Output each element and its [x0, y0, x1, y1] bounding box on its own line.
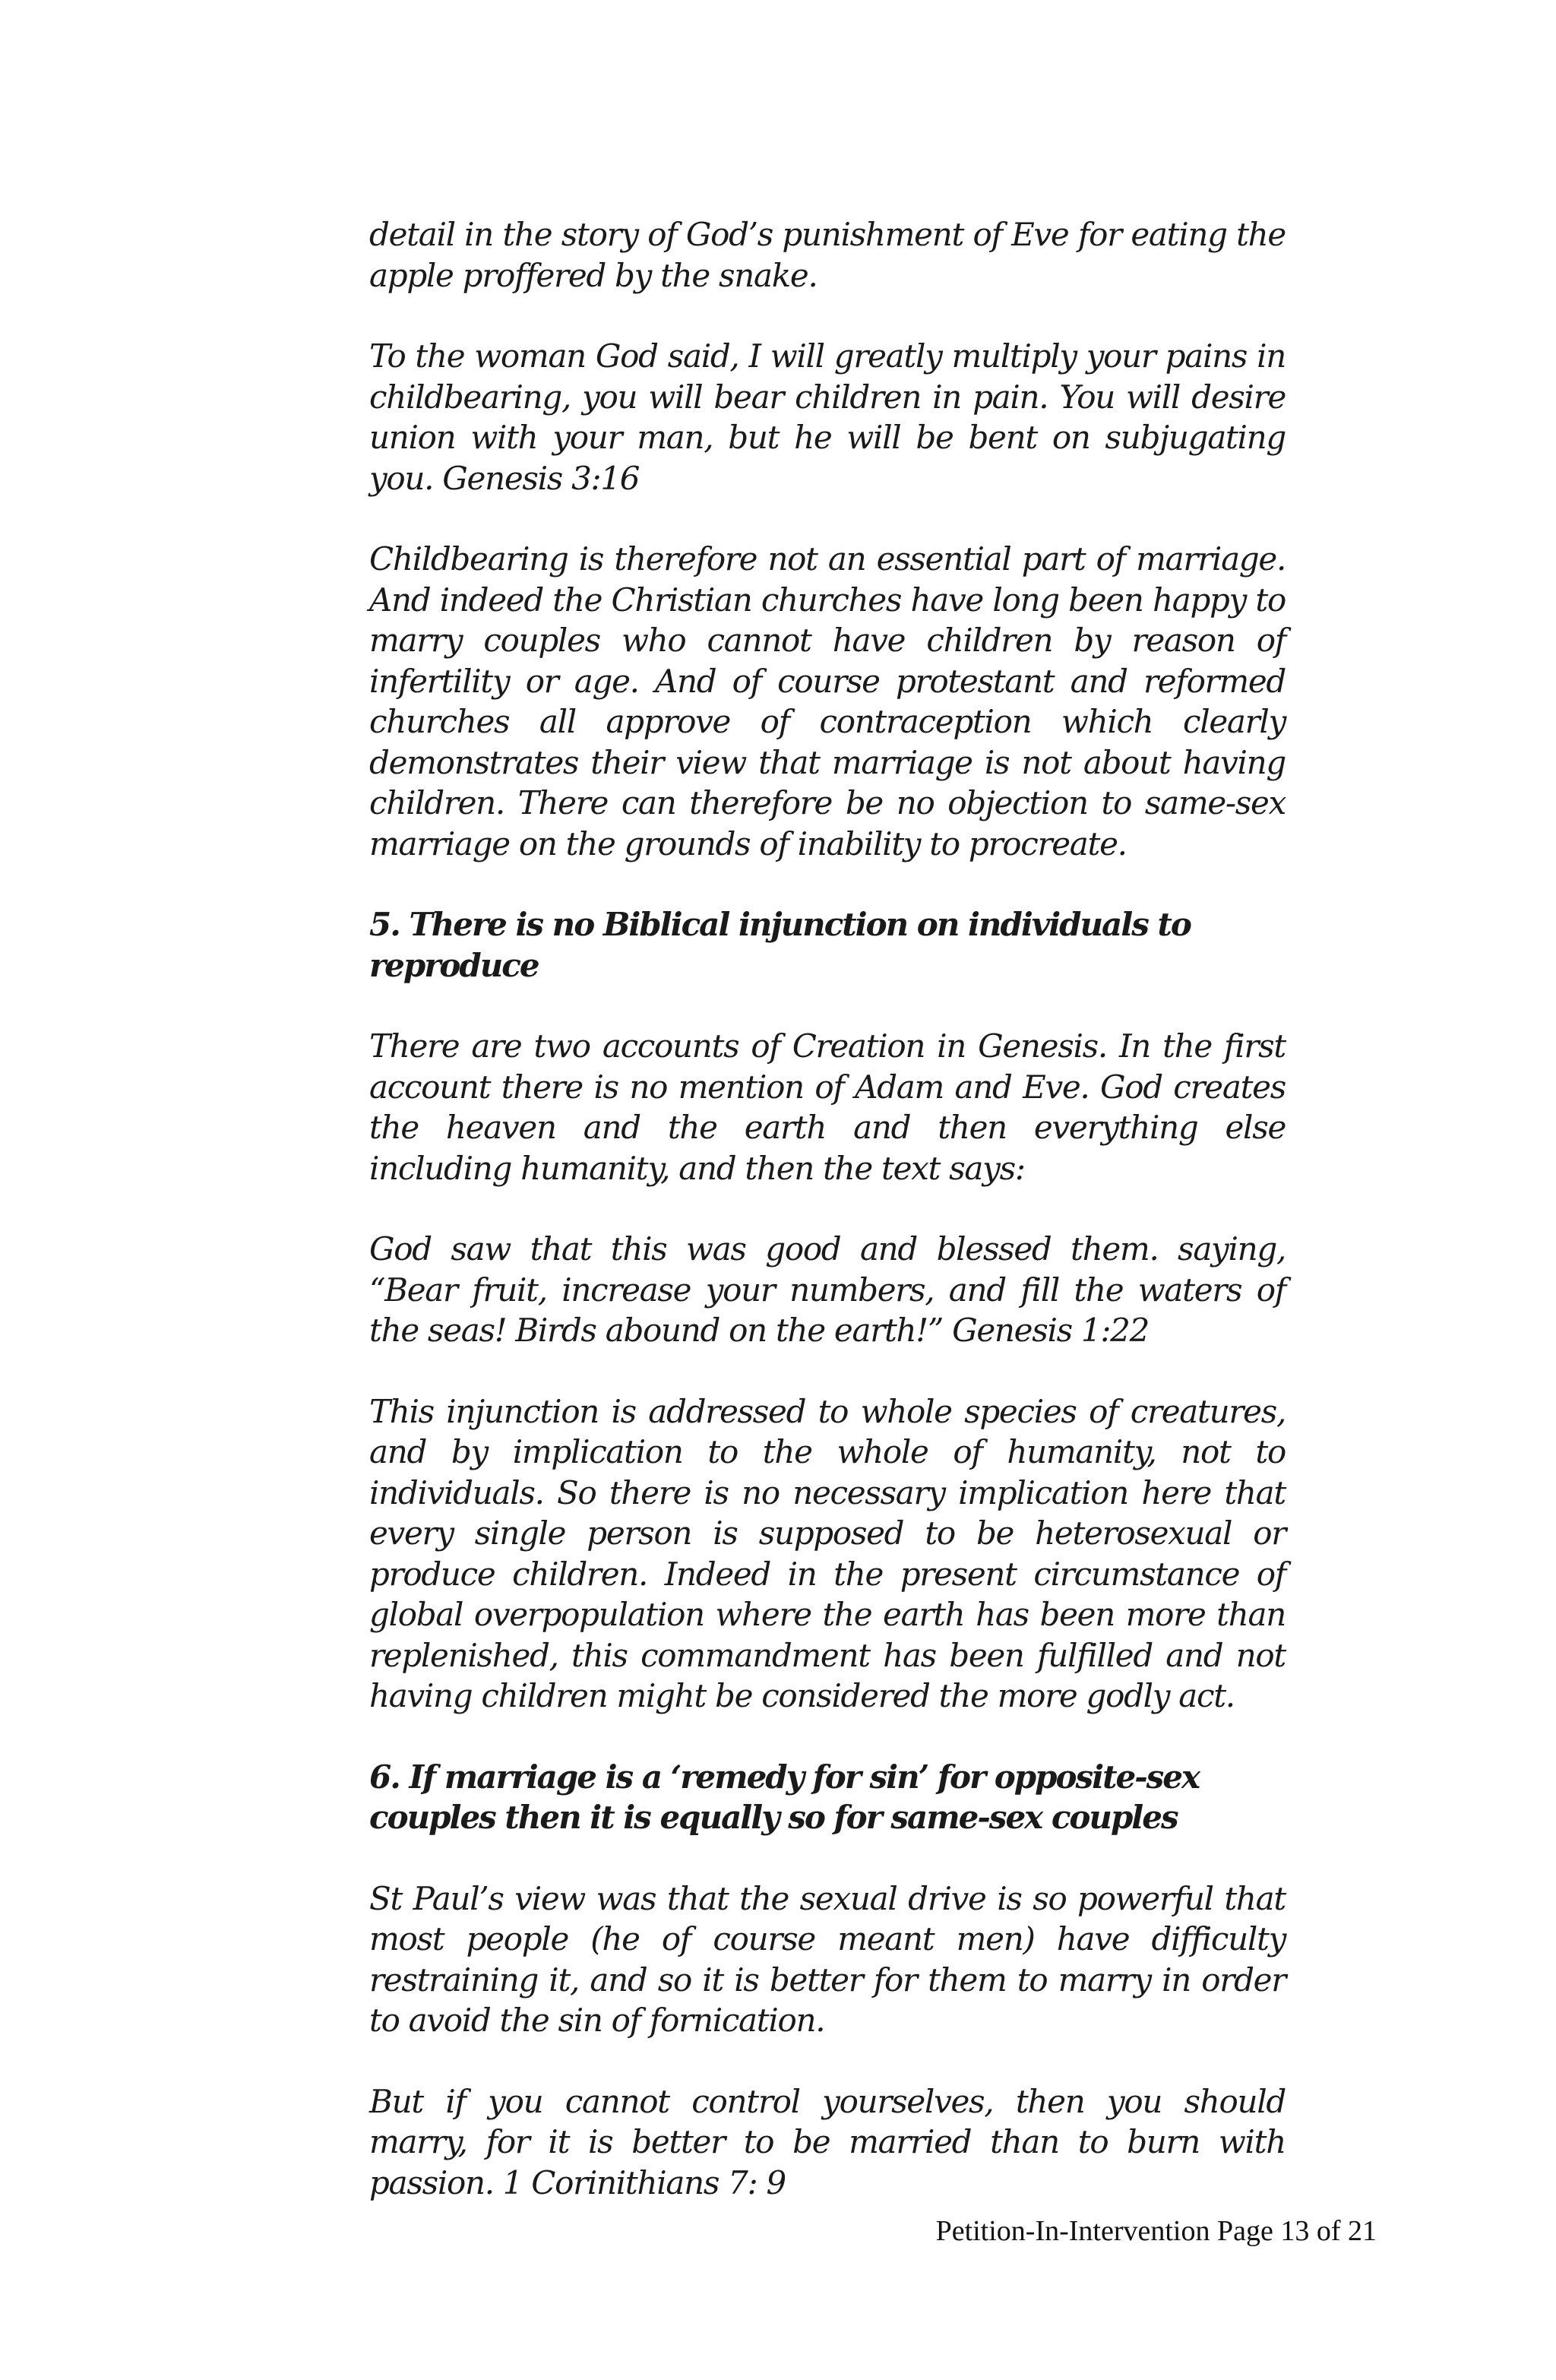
quote-genesis-1-22: God saw that this was good and blessed them. saying, “Bear fruit, increase your numbers, and fill the waters of the seas! Birds abound on the earth!” Genesis 1:22: [369, 1230, 1286, 1349]
quote-corinthians-7-9: But if you cannot control yourselves, then you should marry, for it is better to be married than to burn with passion. 1 Corinithians 7: 9: [369, 2082, 1286, 2201]
page-footer: Petition-In-Intervention Page 13 of 21: [935, 2215, 1377, 2247]
paragraph-childbearing: Childbearing is therefore not an essential part of marriage. And indeed the Christian churches have long been happy to marry couples who cannot have children by reason of infertility or age. And of course protestant and reformed churches all approve of contraception which clearly demonstrates their view that marriage is not about having children. There can therefore be no objection to same-sex marriage on the grounds of inability to procreate.: [369, 540, 1286, 862]
section-heading-6: 6. If marriage is a ‘remedy for sin’ for opposite-sex couples then it is equally so for same-sex couples: [369, 1758, 1200, 1836]
quote-genesis-3-16: To the woman God said, I will greatly multiply your pains in childbearing, you will bear children in pain. You will desire union with your man, but he will be bent on subjugating you. Genesis 3:16: [369, 337, 1286, 497]
paragraph-st-paul: St Paul’s view was that the sexual drive is so powerful that most people (he of course meant men) have difficulty restraining it, and so it is better for them to marry in order to avoid the sin of fornication.: [369, 1879, 1286, 2039]
paragraph-eve-punishment: detail in the story of God’s punishment of Eve for eating the apple proffered by the snake.: [369, 216, 1286, 294]
body-text: [369, 214, 1286, 2243]
paragraph-creation-accounts: There are two accounts of Creation in Genesis. In the first account there is no mention of Adam and Eve. God creates the heaven and the earth and then everything else including humanity, and then the text says:: [369, 1027, 1286, 1187]
paragraph-injunction: This injunction is addressed to whole species of creatures, and by implication to the whole of humanity, not to individuals. So there is no necessary implication here that every single person is supposed to be heterosexual or produce children. Indeed in the present circumstance of global overpopulation where the earth has been more than replenished, this commandment has been fulfilled and not having children might be considered the more godly act.: [369, 1392, 1286, 1714]
section-heading-5: 5. There is no Biblical injunction on individuals to reproduce: [369, 906, 1191, 984]
